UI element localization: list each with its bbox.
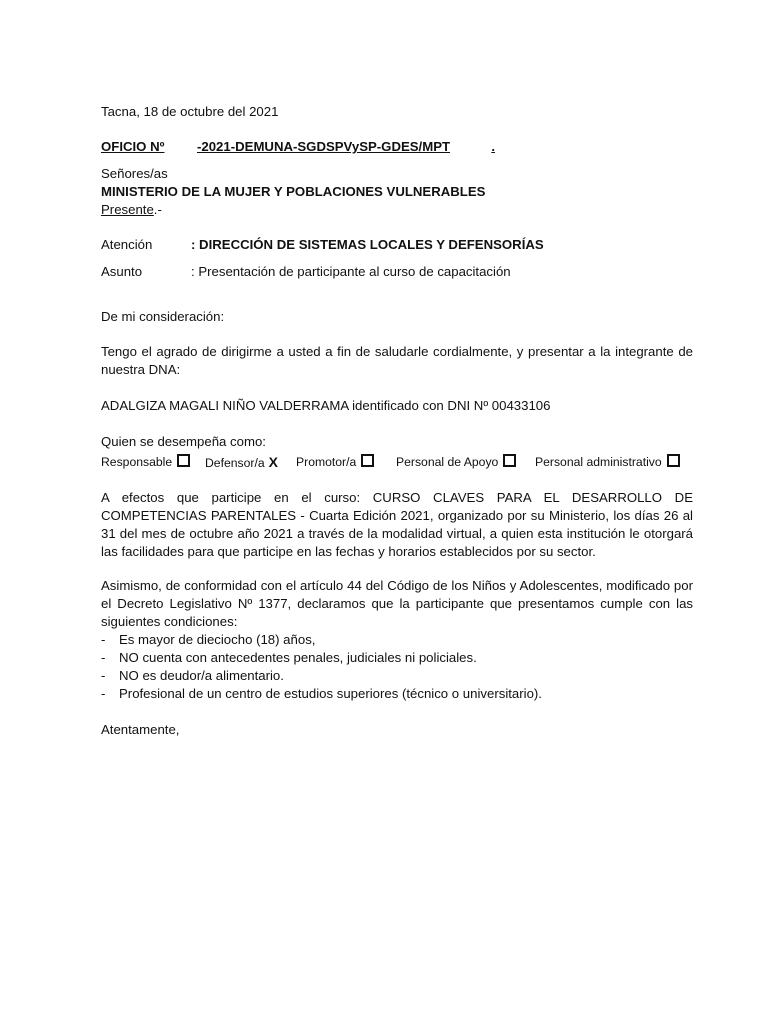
condition-text: NO es deudor/a alimentario. xyxy=(119,668,284,683)
role-personal-apoyo xyxy=(396,452,516,472)
checkbox-empty-icon xyxy=(667,454,680,467)
condition-text: Es mayor de dieciocho (18) años, xyxy=(119,632,316,647)
list-item: - Es mayor de dieciocho (18) años, xyxy=(101,632,316,647)
atencion-value: : DIRECCIÓN DE SISTEMAS LOCALES Y DEFENSORÍAS xyxy=(191,237,544,252)
place-date: Tacna, 18 de octubre del 2021 xyxy=(101,104,279,119)
role-label: Promotor/a xyxy=(296,455,357,469)
condition-text: Profesional de un centro de estudios superiores (técnico o universitario). xyxy=(119,686,542,701)
asunto-label: Asunto xyxy=(101,264,143,279)
role-label: Defensor/a xyxy=(205,456,265,470)
checkbox-empty-icon xyxy=(177,454,190,467)
role-defensor xyxy=(205,452,278,473)
condition-text: NO cuenta con antecedentes penales, judiciales ni policiales. xyxy=(119,650,477,665)
presente-word: Presente xyxy=(101,202,154,217)
role-responsable xyxy=(101,452,190,472)
conditions-paragraph: Asimismo, de conformidad con el artículo 44 del Código de los Niños y Adolescentes, modificado por el Decreto Legislativo Nº 1377, declaramos que la participante que presentamos cumple con las siguientes condiciones: xyxy=(101,578,693,629)
x-mark: X xyxy=(268,454,278,470)
list-item: - Profesional de un centro de estudios superiores (técnico o universitario). xyxy=(101,686,542,701)
course-paragraph: A efectos que participe en el curso: CURSO CLAVES PARA EL DESARROLLO DE COMPETENCIAS PARENTALES - Cuarta Edición 2021, organizado por su Ministerio, los días 26 al 31 del mes de octubre año 2021 a través de la modalidad virtual, a quien esta institución le otorgará las facilidades para que participe en las fechas y horarios establecidos por su sector. xyxy=(101,490,693,559)
oficio-code: -2021-DEMUNA-SGDSPVySP-GDES/MPT xyxy=(197,139,451,154)
role-options xyxy=(101,452,693,472)
closing: Atentamente, xyxy=(101,722,180,737)
asunto-row xyxy=(101,263,693,281)
checkbox-empty-icon xyxy=(503,454,516,467)
oficio-end: . xyxy=(491,139,495,154)
role-label: Responsable xyxy=(101,455,173,469)
atencion-label: Atención xyxy=(101,237,153,252)
presente-line xyxy=(101,201,162,219)
atencion-row xyxy=(101,236,693,254)
oficio-label: OFICIO Nº xyxy=(101,139,165,154)
letter-page xyxy=(101,0,693,1024)
checkbox-empty-icon xyxy=(361,454,374,467)
oficio-reference xyxy=(101,138,521,156)
presente-suffix: .- xyxy=(153,202,162,217)
conditions-list xyxy=(101,631,693,703)
greeting: De mi consideración: xyxy=(101,309,225,324)
participant-line: ADALGIZA MAGALI NIÑO VALDERRAMA identificado con DNI Nº 00433106 xyxy=(101,398,551,413)
list-item: - NO es deudor/a alimentario. xyxy=(101,668,284,683)
role-personal-administrativo xyxy=(535,452,680,472)
list-item: - NO cuenta con antecedentes penales, judiciales ni policiales. xyxy=(101,650,477,665)
role-promotor xyxy=(296,452,374,472)
intro-paragraph: Tengo el agrado de dirigirme a usted a fin de saludarle cordialmente, y presentar a la integrante de nuestra DNA: xyxy=(101,344,693,377)
role-question: Quien se desempeña como: xyxy=(101,434,266,449)
role-label: Personal administrativo xyxy=(535,455,662,469)
recipient-organization: MINISTERIO DE LA MUJER Y POBLACIONES VULNERABLES xyxy=(101,184,486,199)
salutation-line: Señores/as xyxy=(101,166,168,181)
asunto-value: : Presentación de participante al curso de capacitación xyxy=(191,264,511,279)
role-label: Personal de Apoyo xyxy=(396,455,499,469)
